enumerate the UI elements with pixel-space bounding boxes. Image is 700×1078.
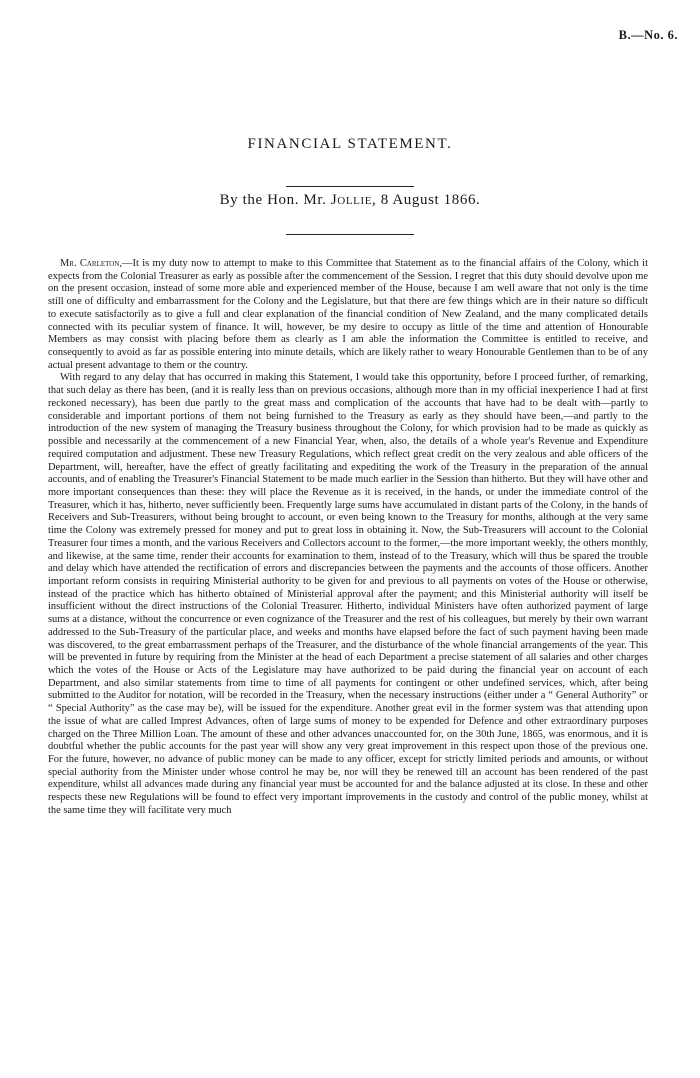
byline	[0, 192, 700, 209]
paragraph	[48, 372, 648, 817]
statement-body	[48, 258, 648, 818]
page-reference: B.—No. 6.	[618, 28, 678, 42]
byline-author-name: Jollie	[330, 192, 373, 208]
paragraph	[48, 258, 648, 372]
paragraph-text: —It is my duty now to attempt to make to this Committee that Statement as to the financial affairs of the Colony, which it expects from the Colonial Treasurer as early as possible after the commencement of the Session. I regret that this duty should devolve upon me on the present occasion, instead of some more able and experienced member of the House, because I am well aware that not only is the time still one of difficulty and embarrassment for the Colony and the Legislature, but that there are few things which are in their nature so difficult to execute satisfactorily as to give a full and clear explanation of the financial condition of New Zealand, and the many complicated details connected with its peculiar system of finance. It will, however, be my desire to occupy as little of the time and attention of Honourable Members as may consist with placing before them as clearly as I am able the information the Committee is entitled to receive, and consequently to avoid as far as possible entering into minute details, which are likely rather to weary Honourable Gentlemen than to be of any actual present advantage to them or the country.	[48, 258, 648, 371]
byline-prefix: By the Hon. Mr.	[219, 192, 331, 208]
title-divider	[286, 186, 414, 187]
document-title: FINANCIAL STATEMENT.	[247, 136, 453, 152]
byline-divider	[286, 234, 414, 235]
speaker-name: Mr. Carleton,	[60, 258, 123, 269]
paragraph-text: With regard to any delay that has occurred in making this Statement, I would take this opportunity, before I proceed further, of remarking, that such delay as there has been, (and it is really less than on previous occasions, although more than in my official inexperience I had at first reckoned necessary), has been due partly to the great mass and complication of the accounts that have had to be dealt with—partly to considerable and important portions of them not being furnished to the Treasury as early as they should have been,—and partly to the introduction of the new system of managing the Treasury business throughout the Colony, for which provision had to be made as quickly as possible and necessarily at the commencement of a new Financial Year, when, also, the details of a whole year's Revenue and Expenditure required computation and adjustment. These new Treasury Regulations, which reflect great credit on the very zealous and able officers of the Department, will, hereafter, have the effect of greatly facilitating and expediting the work of the Treasury in the preparation of the annual accounts, and of enabling the Treasurer's Financial Statement to be made much earlier in the Session than hitherto. But they will have other and more important consequences than these: they will place the Revenue as it is received, in the hands, or under the immediate control of the Treasurer, which it has, hitherto, never sufficiently been. Frequently large sums have accumulated in distant parts of the Colony, in the hands of Receivers and Sub-Treasurers, without being brought to account, or even being known to the Treasury for months, although at the very same time the Colony was extremely pressed for money and put to great loss in obtaining it. Now, the Sub-Treasurers will account to the Colonial Treasurer four times a month, and the various Receivers and Collectors account to the former,—the more important weekly, the others monthly, and likewise, at the same time, render their accounts for examination to them, instead of to the Treasury, which will thus be spared the trouble and delay which have attended the rectification of errors and discrepancies between the payments and the accounts of those officers. Another important reform consists in requiring Ministerial authority to be given for and previous to all payments on votes of the House or otherwise, instead of the practice which has hitherto obtained of Ministerial approval after the payment; and this Ministerial authority will itself be insufficient without the direct instructions of the Colonial Treasurer. Hitherto, individual Ministers have often authorized payment of large sums at a distance, without the concurrence or even cognizance of the Treasurer and the rest of his colleagues, but merely by their own warrant addressed to the Sub-Treasury of the particular place, and weeks and months have elapsed before the fact of such payment having been made was discovered, to the great embarrassment perhaps of the Treasurer, and the disturbance of the whole financial arrangements of the year. This will be prevented in future by requiring from the Minister at the head of each Department a precise statement of all salaries and other charges which the votes of the House or Acts of the Legislature may have authorized to be paid during the financial year on account of each Department, and also similar statements from time to time of all payments for contingent or other undefined services, which, after being submitted to the Auditor for notation, will be recorded in the Treasury, when the necessary instructions (either under a “ General Authority” or “ Special Authority” as the case may be), will be issued for the expenditure. Another great evil in the former system was that attending upon the issue of what are called Imprest Advances, often of large sums of money to be expended for Defence and other extraordinary purposes charged on the Three Million Loan. The amount of these and other advances unaccounted for, on the 30th June, 1865, was enormous, and it is doubtful whether the public accounts for the past year will show any very great improvement in this respect upon those of the previous one. For the future, however, no advance of public money can be made to any officer, except for strictly limited periods and amounts, or without special authority from the Minister under whose control he may be, nor will they be renewed till an account has been rendered of the past expenditure, whilst all advances made during any financial year must be accounted for and the balance adjusted at its close. In these and other respects these new Regulations will be found to effect very important improvements in the custody and control of the public money, whilst at the same time they will facilitate very much	[48, 372, 648, 816]
byline-date: , 8 August 1866.	[372, 192, 481, 208]
